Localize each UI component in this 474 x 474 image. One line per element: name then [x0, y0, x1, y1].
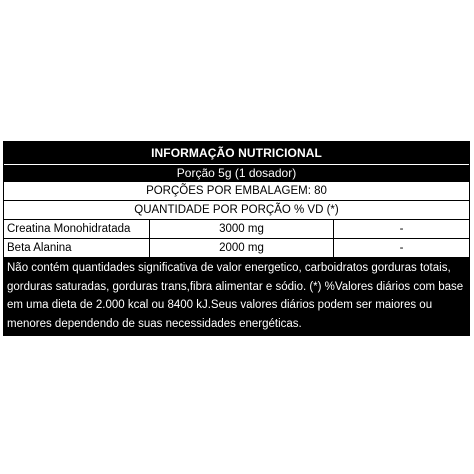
nutrient-vd: -	[333, 220, 469, 238]
nutrient-vd: -	[333, 239, 469, 257]
footnote: Não contém quantidades significativa de valor energetico, carboidratos gorduras totais, gorduras saturadas, gorduras trans,fibra alimentar e sódio. (*) %Valores diários com base em uma dieta de 2.000 kcal ou 8400 kJ.Seus valores diários podem ser maiores ou menores dependendo de suas necessidades energéticas.	[4, 257, 469, 335]
title-text: INFORMAÇÃO NUTRICIONAL	[151, 146, 322, 160]
table-row	[4, 238, 469, 257]
column-header-text: QUANTIDADE POR PORÇÃO % VD (*)	[134, 204, 339, 216]
portion-text: Porção 5g (1 dosador)	[176, 166, 297, 180]
table-title	[4, 142, 469, 164]
nutrient-amount: 3000 mg	[149, 220, 333, 238]
nutrient-name: Beta Alanina	[7, 242, 72, 254]
nutrient-amount: 2000 mg	[149, 239, 333, 257]
servings-text: PORÇÕES POR EMBALAGEM: 80	[146, 185, 327, 197]
portion-line	[4, 164, 469, 181]
servings-row	[4, 181, 469, 200]
column-header-row	[4, 200, 469, 219]
nutrition-facts-table	[3, 141, 470, 336]
nutrient-name: Creatina Monohidratada	[7, 223, 131, 235]
table-row	[4, 219, 469, 238]
